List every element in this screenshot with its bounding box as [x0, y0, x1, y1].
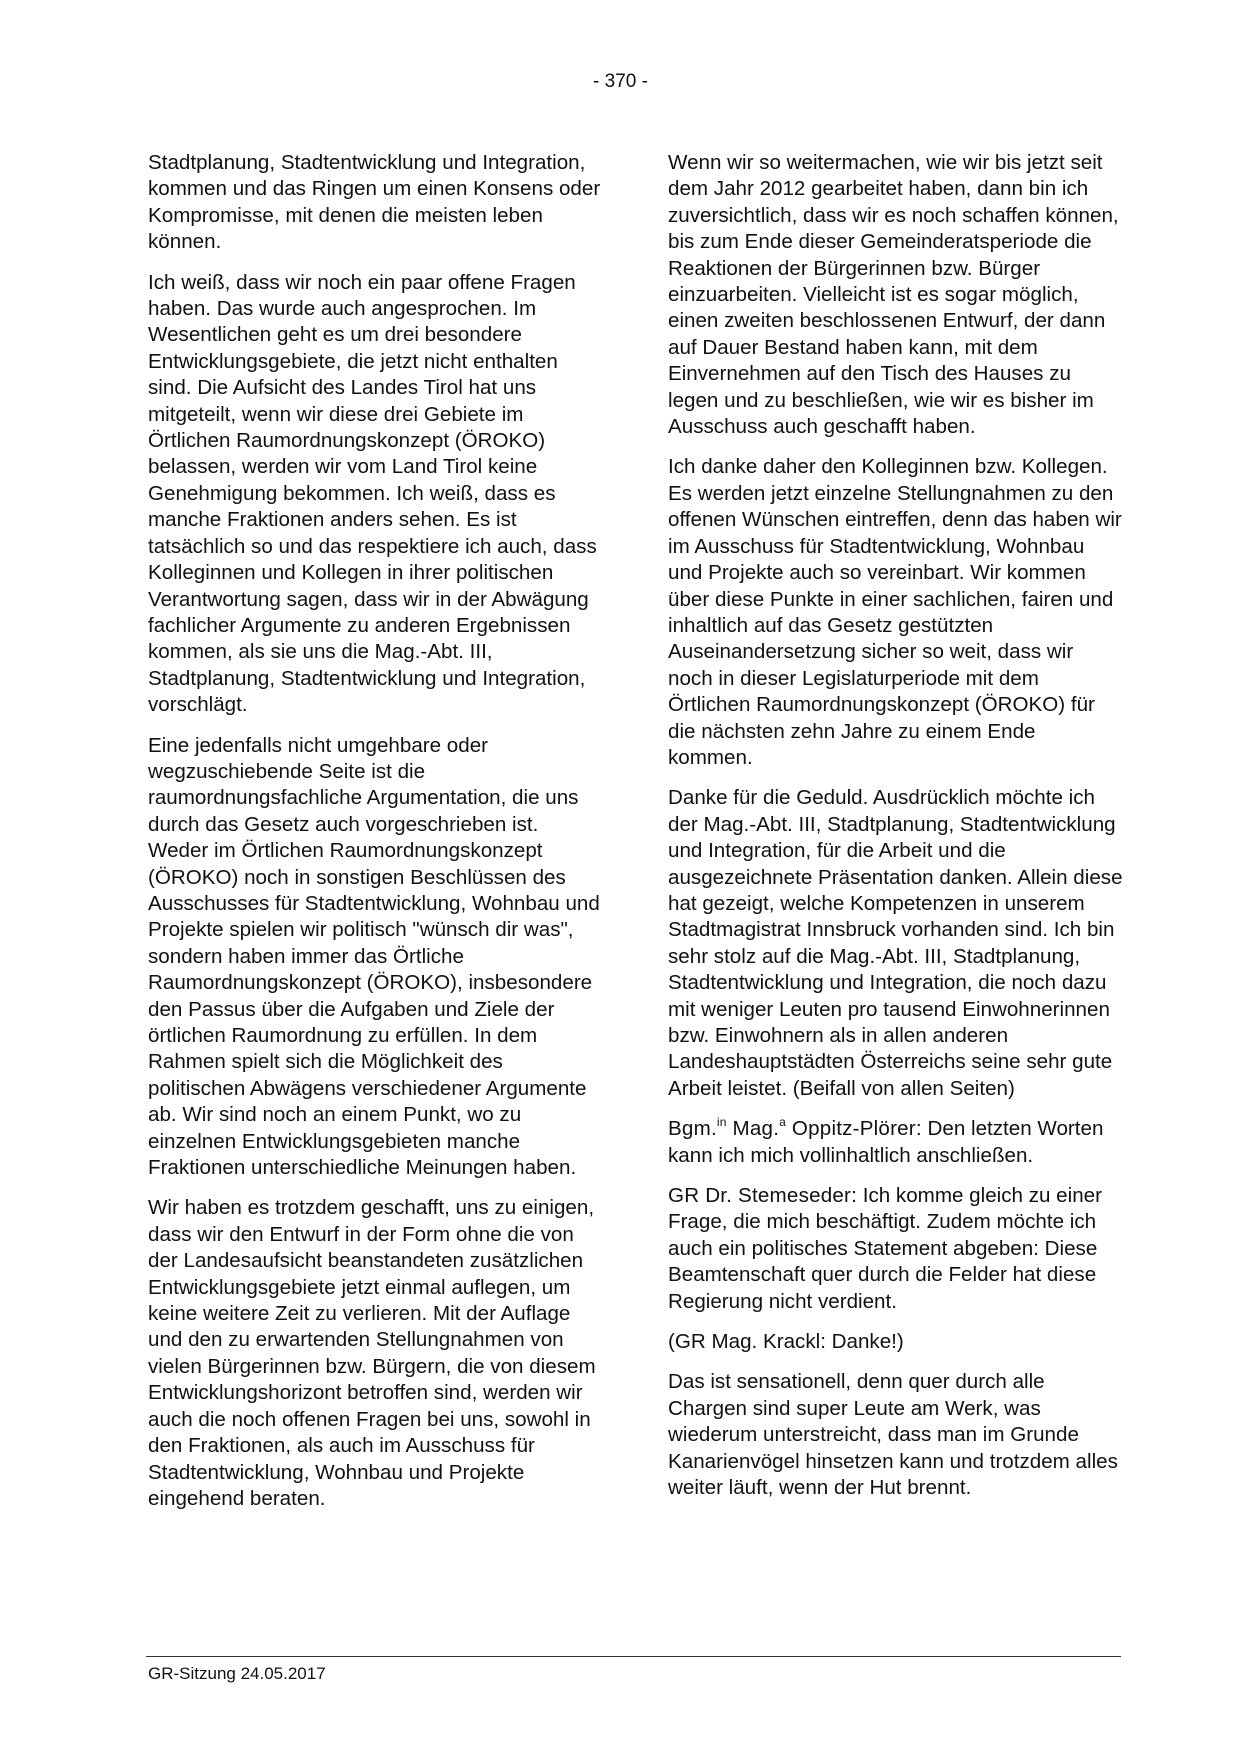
left-column [148, 150, 603, 1526]
speaker-stemeseder: GR Dr. Stemeseder: [668, 1184, 858, 1208]
right-paragraph-1: Wenn wir so weitermachen, wie wir bis jetzt seit dem Jahr 2012 gearbeitet haben, dann bin ich zuversichtlich, dass wir es noch schaffen können, bis zum Ende dieser Gemeinderatsperiode die Reaktionen der Bürgerinnen bzw. Bürger einzuarbeiten. Vielleicht ist es sogar möglich, einen zweiten beschlossenen Entwurf, der dann auf Dauer Bestand haben kann, mit dem Einvernehmen auf den Tisch des Hauses zu legen und zu beschließen, wie wir es bisher im Ausschuss auch geschafft haben. [668, 151, 1119, 439]
page-number: - 370 - [593, 71, 648, 92]
speech-mayor [668, 1116, 1123, 1169]
footer-session-date: GR-Sitzung 24.05.2017 [148, 1664, 326, 1683]
right-paragraph-7: Das ist sensationell, denn quer durch alle Chargen sind super Leute am Werk, was wiederum unterstreicht, dass man im Grunde Kanarienvögel hinsetzen kann und trotzdem alles weiter läuft, wenn der Hut brennt. [668, 1370, 1118, 1500]
right-column [668, 150, 1123, 1516]
left-paragraph-1: Stadtplanung, Stadtentwicklung und Integration, kommen und das Ringen um einen Konsens oder Kompromisse, mit denen die meisten leben können. [148, 151, 601, 254]
left-paragraph-3: Eine jedenfalls nicht umgehbare oder wegzuschiebende Seite ist die raumordnungsfachliche Argumentation, die uns durch das Gesetz auch vorgeschrieben ist. Weder im Örtlichen Raumordnungskonzept (ÖROKO) noch in sonstigen Beschlüssen des Ausschusses für Stadtentwicklung, Wohnbau und Projekte spielen wir politisch "wünsch dir was", sondern haben immer das Örtliche Raumordnungskonzept (ÖROKO), insbesondere den Passus über die Aufgaben und Ziele der örtlichen Raumordnung zu erfüllen. In dem Rahmen spielt sich die Möglichkeit des politischen Abwägens verschiedener Argumente ab. Wir sind noch an einem Punkt, wo zu einzelnen Entwicklungsgebieten manche Fraktionen unterschiedliche Meinungen haben. [148, 733, 600, 1180]
speaker-mayor: Bgm.$^{in}$ Mag.$^a$ Oppitz-Plörer: [668, 1115, 922, 1141]
footer-divider [146, 1656, 1121, 1657]
left-paragraph-2: Ich weiß, dass wir noch ein paar offene Fragen haben. Das wurde auch angesprochen. Im Wesentlichen geht es um drei besondere Entwicklungsgebiete, die jetzt nicht enthalten sind. Die Aufsicht des Landes Tirol hat uns mitgeteilt, wenn wir diese drei Gebiete im Örtlichen Raumordnungskonzept (ÖROKO) belassen, werden wir vom Land Tirol keine Genehmigung bekommen. Ich weiß, dass es manche Fraktionen anders sehen. Es ist tatsächlich so und das respektiere ich auch, dass Kolleginnen und Kollegen in ihrer politischen Verantwortung sagen, dass wir in der Abwägung fachlicher Argumente zu anderen Ergebnissen kommen, als sie uns die Mag.-Abt. III, Stadtplanung, Stadtentwicklung und Integration, vorschlägt. [148, 270, 597, 717]
interjection-krackl: (GR Mag. Krackl: Danke!) [668, 1330, 904, 1354]
right-paragraph-2: Ich danke daher den Kolleginnen bzw. Kollegen. Es werden jetzt einzelne Stellungnahmen zu den offenen Wünschen eintreffen, denn das haben wir im Ausschuss für Stadtentwicklung, Wohnbau und Projekte auch so vereinbart. Wir kommen über diese Punkte in einer sachlichen, fairen und inhaltlich auf das Gesetz gestützten Auseinandersetzung sicher so weit, dass wir noch in dieser Legislaturperiode mit dem Örtlichen Raumordnungskonzept (ÖROKO) für die nächsten zehn Jahre zu einem Ende kommen. [668, 455, 1122, 769]
right-paragraph-3: Danke für die Geduld. Ausdrücklich möchte ich der Mag.-Abt. III, Stadtplanung, Stadtentwicklung und Integration, für die Arbeit und die ausgezeichnete Präsentation danken. Allein diese hat gezeigt, welche Kompetenzen in unserem Stadtmagistrat Innsbruck vorhanden sind. Ich bin sehr stolz auf die Mag.-Abt. III, Stadtplanung, Stadtentwicklung und Integration, die noch dazu mit weniger Leuten pro tausend Einwohnerinnen bzw. Einwohnern als in allen anderen Landeshauptstädten Österreichs seine sehr gute Arbeit leistet. (Beifall von allen Seiten) [668, 786, 1123, 1100]
speech-mayor-text: Den letzten Worten kann ich mich vollinhaltlich anschließen. [668, 1117, 1104, 1167]
speech-stemeseder [668, 1183, 1123, 1315]
speech-stemeseder-text: Ich komme gleich zu einer Frage, die mich beschäftigt. Zudem möchte ich auch ein politisches Statement abgeben: Diese Beamtenschaft quer durch die Felder hat diese Regierung nicht verdient. [668, 1184, 1102, 1313]
left-paragraph-4: Wir haben es trotzdem geschafft, uns zu einigen, dass wir den Entwurf in der Form ohne die von der Landesaufsicht beanstandeten zusätzlichen Entwicklungsgebiete jetzt einmal auflegen, um keine weitere Zeit zu verlieren. Mit der Auflage und den zu erwartenden Stellungnahmen von vielen Bürgerinnen bzw. Bürgern, die von diesem Entwicklungshorizont betroffen sind, werden wir auch die noch offenen Fragen bei uns, sowohl in den Fraktionen, als auch im Ausschuss für Stadtentwicklung, Wohnbau und Projekte eingehend beraten. [148, 1196, 596, 1510]
